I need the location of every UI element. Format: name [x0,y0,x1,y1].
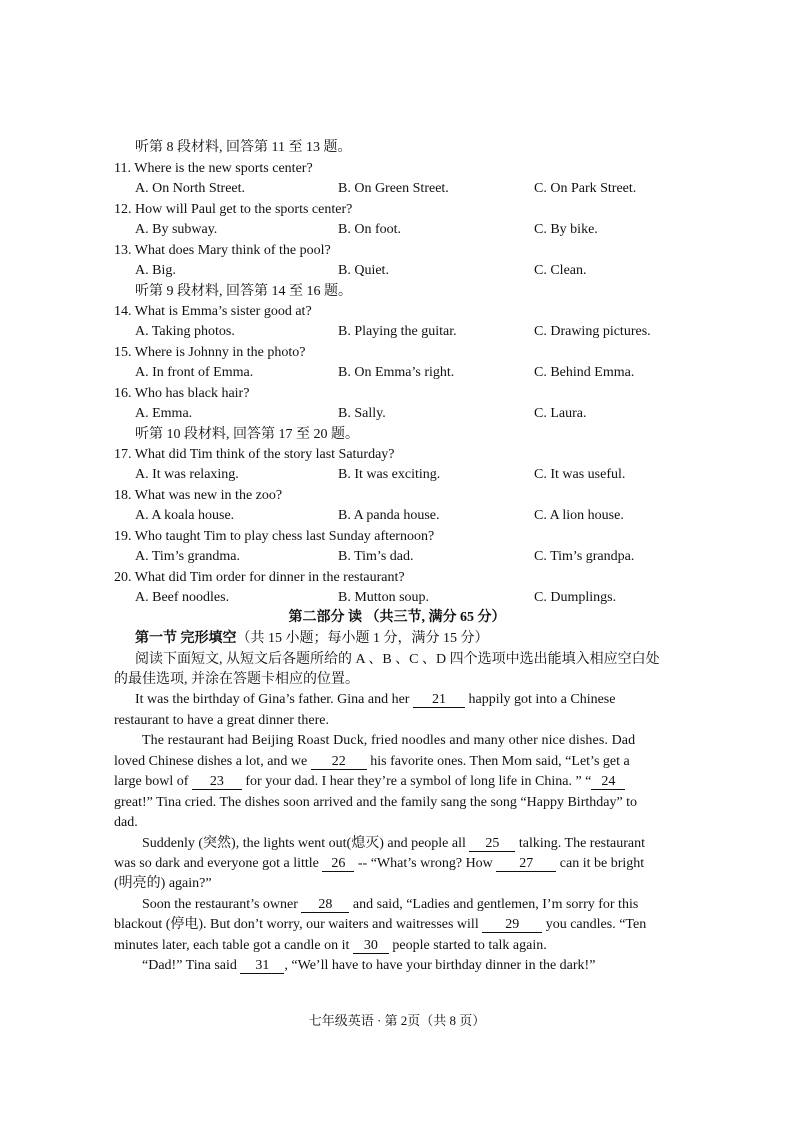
option-a: A. By subway. [135,222,218,237]
passage-line [0,895,794,915]
passage-line [0,711,794,731]
passage-segment: Soon the restaurant’s owner [142,897,298,912]
passage-segment: “Dad!” Tina said [142,958,237,973]
passage-text [142,895,710,915]
passage-segment: talking. The restaurant [518,836,645,851]
option-b: B. It was exciting. [338,467,441,482]
passage-segment: restaurant to have a great dinner there. [114,713,329,728]
option-c: C. By bike. [534,222,598,237]
question-stem: 12. How will Paul get to the sports center? [114,202,353,217]
reading-instructions-text: 的最佳选项, 并涂在答题卡相应的位置。 [114,672,359,687]
question-stem: 20. What did Tim order for dinner in the restaurant? [114,570,405,585]
question-18 [0,486,794,506]
question-stem: 18. What was new in the zoo? [114,488,283,503]
option-b: B. On Emma’s right. [338,365,455,380]
passage-segment: The restaurant had Beijing Roast Duck, fried noodles and many other nice dishes. Dad [142,733,636,748]
option-b: B. A panda house. [338,508,440,523]
section-heading-title: 第一节 完形填空 [135,631,237,646]
listening-instruction: 听第 9 段材料, 回答第 14 至 16 题。 [135,284,352,299]
passage-line [0,915,794,935]
question-12 [0,200,794,220]
question-stem: 17. What did Tim think of the story last Saturday? [114,447,395,462]
passage-text [114,915,646,935]
passage-text [114,854,644,874]
option-c: C. On Park Street. [534,181,637,196]
passage-text [135,690,615,710]
passage-segment: minutes later, each table got a candle on it [114,938,350,953]
question-stem: 13. What does Mary think of the pool? [114,243,331,258]
question-14-options [0,322,794,342]
listening-instruction: 听第 10 段材料, 回答第 17 至 20 题。 [135,427,359,442]
listening-instruction: 听第 8 段材料, 回答第 11 至 13 题。 [135,140,352,155]
blank-30: 30 [353,938,389,954]
passage-segment: was so dark and everyone got a little [114,856,319,871]
passage-segment: can it be bright [559,856,645,871]
question-stem: 15. Where is Johnny in the photo? [114,345,306,360]
question-stem: 11. Where is the new sports center? [114,161,313,176]
passage-line [0,834,794,854]
option-a: A. On North Street. [135,181,246,196]
blank-24: 24 [591,774,625,790]
section-heading-note: （共 15 小题；每小题 1 分，满分 15 分） [236,631,489,646]
blank-26: 26 [322,856,354,872]
option-b: B. Tim’s dad. [338,549,414,564]
option-a: A. In front of Emma. [135,365,254,380]
section-heading-line [0,629,794,649]
option-c: C. Behind Emma. [534,365,635,380]
blank-29: 29 [482,917,542,933]
passage-segment: you candles. “Ten [545,917,647,932]
question-17 [0,445,794,465]
passage-line [0,874,794,894]
question-11-options [0,179,794,199]
passage-line [0,752,794,772]
passage-segment: , “We’ll have to have your birthday dinner in the dark!” [284,958,596,973]
passage-segment: loved Chinese dishes a lot, and we [114,754,308,769]
question-14 [0,302,794,322]
reading-instructions-1 [0,650,794,670]
passage-text [142,834,710,854]
option-b: B. Mutton soup. [338,590,430,605]
option-a: A. Emma. [135,406,193,421]
passage-segment: -- “What’s wrong? How [357,856,493,871]
question-stem: 19. Who taught Tim to play chess last Sunday afternoon? [114,529,435,544]
part-two-title: 第二部分 读 （共三节, 满分 65 分） [288,610,506,625]
question-20-options [0,588,794,608]
option-a: A. Taking photos. [135,324,235,339]
option-b: B. On foot. [338,222,401,237]
passage-line [0,793,794,813]
passage-line [0,854,794,874]
blank-21: 21 [413,692,465,708]
passage-line [0,936,794,956]
section-heading [135,629,489,649]
option-a: A. Tim’s grandma. [135,549,241,564]
passage-segment: (明亮的) again?” [114,876,212,891]
question-19-options [0,547,794,567]
passage-segment: large bowl of [114,774,189,789]
question-11 [0,159,794,179]
option-c: C. Clean. [534,263,587,278]
passage-segment: people started to talk again. [392,938,547,953]
passage-text [142,956,710,976]
passage-line [0,731,794,751]
option-c: C. Dumplings. [534,590,617,605]
blank-23: 23 [192,774,242,790]
blank-31: 31 [240,958,284,974]
passage-text [114,772,625,792]
question-stem: 14. What is Emma’s sister good at? [114,304,312,319]
page-footer: 七年级英语 · 第 2页（共 8 页） [308,1013,486,1028]
option-a: A. A koala house. [135,508,235,523]
reading-instructions-2 [0,670,794,690]
question-16 [0,384,794,404]
instruction-line [0,138,794,158]
question-13 [0,241,794,261]
passage-segment: blackout (停电). But don’t worry, our waiters and waitresses will [114,917,479,932]
passage-segment: It was the birthday of Gina’s father. Gina and her [135,692,410,707]
question-stem: 16. Who has black hair? [114,386,250,401]
option-a: A. It was relaxing. [135,467,239,482]
option-b: B. Quiet. [338,263,389,278]
question-16-options [0,404,794,424]
option-c: C. It was useful. [534,467,626,482]
passage-line [0,772,794,792]
passage-text [114,936,547,956]
instruction-line [0,425,794,445]
option-a: A. Beef noodles. [135,590,230,605]
passage-segment: happily got into a Chinese [468,692,616,707]
option-c: C. A lion house. [534,508,624,523]
blank-25: 25 [469,836,515,852]
blank-28: 28 [301,897,349,913]
passage-text [114,752,630,772]
passage-segment: Suddenly (突然), the lights went out(熄灭) and people all [142,836,466,851]
question-13-options [0,261,794,281]
instruction-line [0,282,794,302]
reading-instructions-text: 阅读下面短文, 从短文后各题所给的 A 、B 、C 、D 四个选项中选出能填入相应空白处 [135,652,660,667]
question-20 [0,568,794,588]
option-b: B. Sally. [338,406,386,421]
passage-line [0,956,794,976]
passage-segment: his favorite ones. Then Mom said, “Let’s get a [370,754,630,769]
question-12-options [0,220,794,240]
passage-segment: and said, “Ladies and gentlemen, I’m sorry for this [352,897,639,912]
passage-line [0,690,794,710]
passage-segment: for your dad. I hear they’re a symbol of long life in China. ” “ [245,774,592,789]
option-b: B. On Green Street. [338,181,449,196]
option-c: C. Drawing pictures. [534,324,651,339]
blank-22: 22 [311,754,367,770]
passage-line [0,813,794,833]
question-15-options [0,363,794,383]
option-b: B. Playing the guitar. [338,324,457,339]
option-a: A. Big. [135,263,176,278]
option-c: C. Tim’s grandpa. [534,549,635,564]
question-17-options [0,465,794,485]
question-18-options [0,506,794,526]
part-two-title-line [0,608,794,628]
question-15 [0,343,794,363]
passage-segment: dad. [114,815,138,830]
blank-27: 27 [496,856,556,872]
question-19 [0,527,794,547]
option-c: C. Laura. [534,406,587,421]
passage-segment: great!” Tina cried. The dishes soon arrived and the family sang the song “Happy Birthday” to [114,795,638,810]
